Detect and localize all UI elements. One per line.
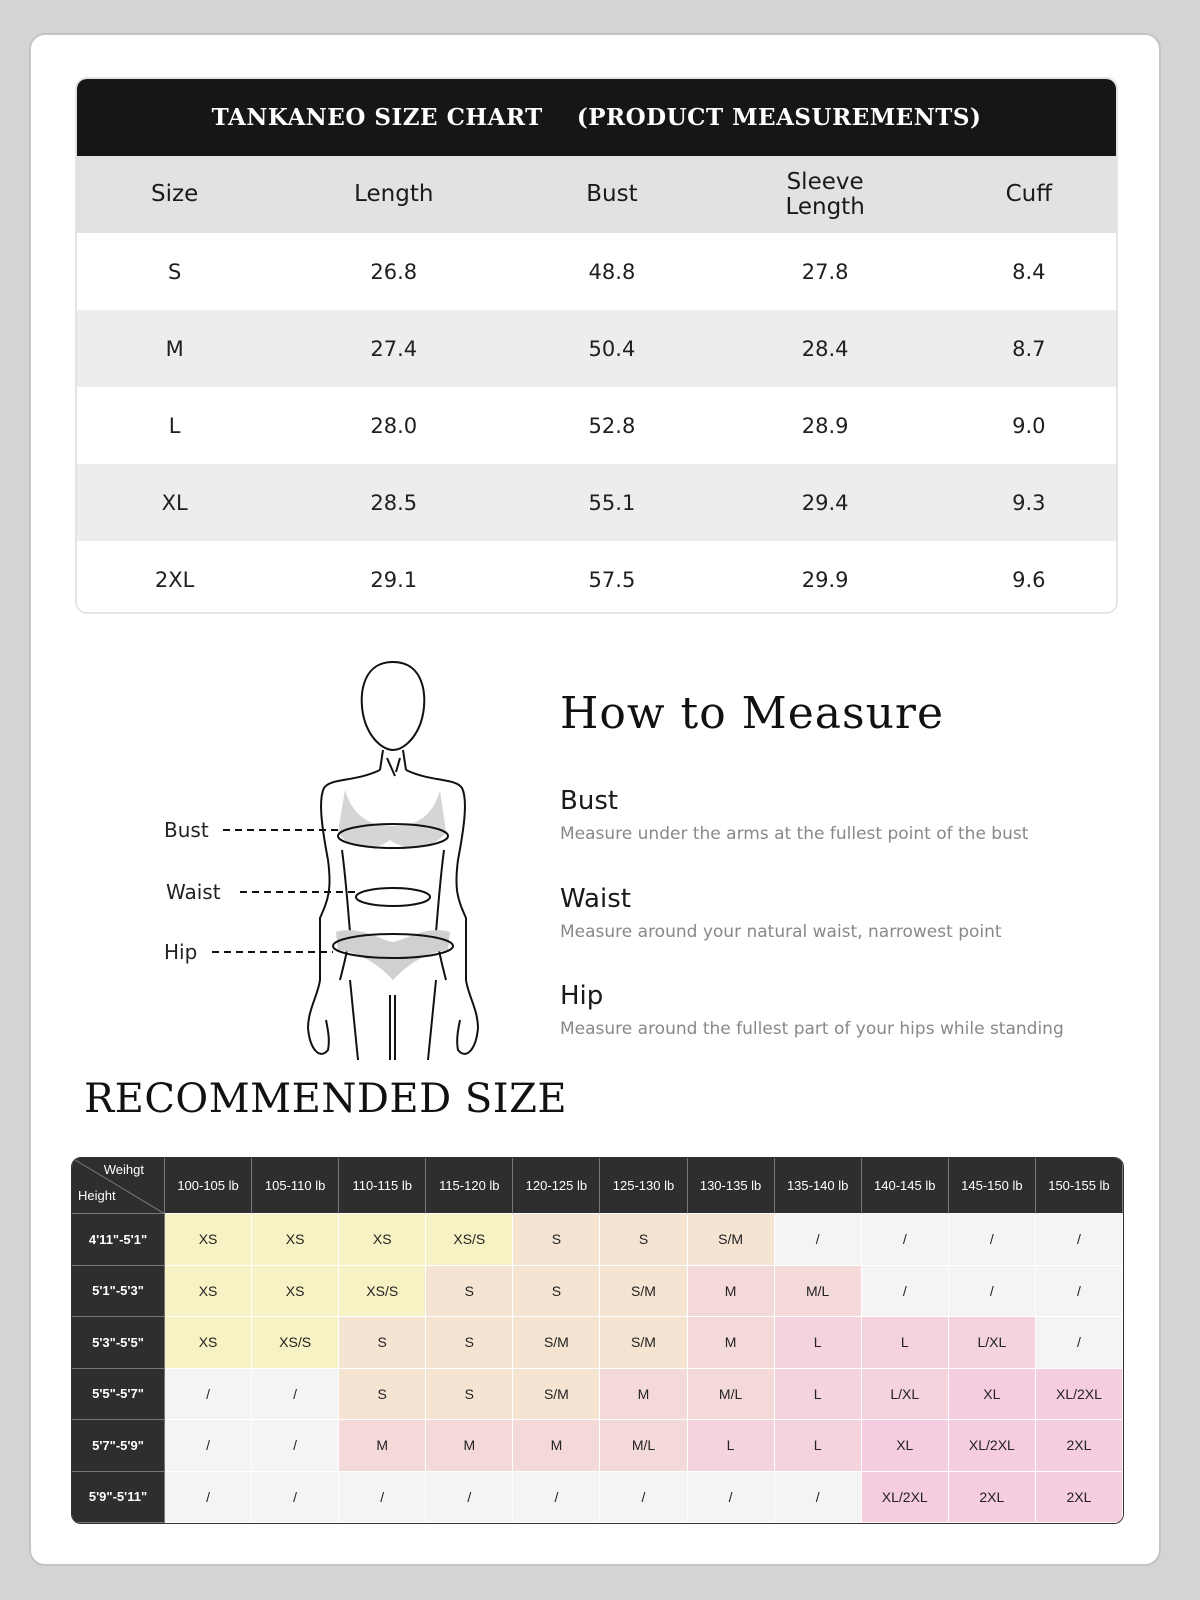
size-cell: /	[688, 1472, 775, 1524]
size-chart-cell: 29.4	[801, 490, 849, 515]
size-cell: S	[339, 1369, 426, 1421]
size-cell: M	[600, 1369, 687, 1421]
measure-name: Waist	[560, 884, 631, 914]
size-chart-cell: 29.9	[801, 567, 849, 592]
body-measurement-figure	[150, 650, 500, 1060]
height-header: 5'1"-5'3"	[72, 1266, 165, 1318]
size-cell: XL	[949, 1369, 1036, 1421]
size-cell: /	[862, 1266, 949, 1318]
corner-weight-label: Weihgt	[103, 1162, 144, 1177]
size-chart-cell: 28.4	[801, 336, 849, 361]
size-chart-cell: 29.1	[370, 567, 418, 592]
size-chart-cell: 26.8	[370, 259, 418, 284]
size-cell: L	[775, 1420, 862, 1472]
size-cell: M	[426, 1420, 513, 1472]
size-cell: /	[862, 1214, 949, 1266]
size-chart-cell: 55.1	[588, 490, 636, 515]
size-cell: M/L	[775, 1266, 862, 1318]
recommended-size-title: RECOMMENDED SIZE	[84, 1076, 568, 1122]
size-cell: XS/S	[339, 1266, 426, 1318]
size-cell: /	[1036, 1317, 1123, 1369]
size-cell: /	[775, 1214, 862, 1266]
weight-header: 120-125 lb	[513, 1158, 600, 1214]
header-size: Size	[151, 181, 199, 207]
size-chart-row	[77, 310, 1116, 387]
measure-name: Hip	[560, 981, 604, 1011]
height-header: 5'9"-5'11"	[72, 1472, 165, 1524]
header-sleeve-length: Sleeve Length	[785, 168, 865, 220]
size-chart-row	[77, 541, 1116, 614]
size-cell: L	[688, 1420, 775, 1472]
size-cell: /	[165, 1420, 252, 1472]
weight-header: 145-150 lb	[949, 1158, 1036, 1214]
table-corner	[72, 1158, 165, 1214]
size-cell: M	[688, 1266, 775, 1318]
weight-header: 115-120 lb	[426, 1158, 513, 1214]
size-cell: XS/S	[252, 1317, 339, 1369]
size-cell: S	[600, 1214, 687, 1266]
measure-description: Measure around the fullest part of your hips while standing	[560, 1019, 1064, 1039]
size-cell: M/L	[600, 1420, 687, 1472]
size-chart-cell: 9.6	[1012, 567, 1046, 592]
size-cell: XS	[165, 1214, 252, 1266]
size-chart-cell: 27.4	[370, 336, 418, 361]
weight-header: 150-155 lb	[1036, 1158, 1123, 1214]
size-cell: /	[600, 1472, 687, 1524]
size-cell: /	[949, 1266, 1036, 1318]
height-header: 5'7"-5'9"	[72, 1420, 165, 1472]
size-chart-cell: 52.8	[588, 413, 636, 438]
size-cell: /	[513, 1472, 600, 1524]
size-chart-cell: 2XL	[154, 567, 195, 592]
size-cell: L/XL	[862, 1369, 949, 1421]
size-cell: L/XL	[949, 1317, 1036, 1369]
size-chart-cell: 28.0	[370, 413, 418, 438]
size-cell: S	[513, 1266, 600, 1318]
size-cell: L	[862, 1317, 949, 1369]
size-cell: /	[252, 1369, 339, 1421]
figure-label-bust: Bust	[164, 818, 209, 842]
recommended-size-table	[71, 1157, 1124, 1524]
size-cell: S	[426, 1266, 513, 1318]
size-cell: 2XL	[949, 1472, 1036, 1524]
figure-label-waist: Waist	[166, 880, 221, 904]
measure-item-bust	[560, 786, 1028, 844]
size-cell: M/L	[688, 1369, 775, 1421]
header-bust: Bust	[586, 181, 638, 207]
size-chart-cell: 28.5	[370, 490, 418, 515]
size-chart-cell: 28.9	[801, 413, 849, 438]
mannequin-illustration	[150, 650, 500, 1060]
measure-item-hip	[560, 981, 1064, 1039]
size-chart-cell: 8.4	[1012, 259, 1046, 284]
corner-height-label: Height	[78, 1188, 116, 1203]
size-cell: XL/2XL	[862, 1472, 949, 1524]
size-cell: XS	[339, 1214, 426, 1266]
size-cell: M	[339, 1420, 426, 1472]
size-cell: S/M	[513, 1317, 600, 1369]
size-cell: /	[252, 1420, 339, 1472]
size-chart-row	[77, 387, 1116, 464]
size-chart-row	[77, 464, 1116, 541]
weight-header: 125-130 lb	[600, 1158, 687, 1214]
size-chart-cell: 8.7	[1012, 336, 1046, 361]
measure-item-waist	[560, 884, 1002, 942]
size-cell: S/M	[688, 1214, 775, 1266]
size-chart-cell: 9.3	[1012, 490, 1046, 515]
size-chart-title: TANKANEO SIZE CHART (PRODUCT MEASUREMENTS)	[77, 79, 1116, 156]
size-cell: M	[513, 1420, 600, 1472]
size-cell: S/M	[600, 1317, 687, 1369]
size-chart-header-row	[77, 156, 1116, 233]
size-cell: /	[949, 1214, 1036, 1266]
size-cell: XL/2XL	[1036, 1369, 1123, 1421]
size-cell: XS	[252, 1214, 339, 1266]
size-cell: /	[1036, 1214, 1123, 1266]
height-header: 4'11"-5'1"	[72, 1214, 165, 1266]
size-cell: M	[688, 1317, 775, 1369]
size-cell: 2XL	[1036, 1472, 1123, 1524]
weight-header: 135-140 lb	[775, 1158, 862, 1214]
size-chart-table	[75, 77, 1118, 614]
size-cell: 2XL	[1036, 1420, 1123, 1472]
size-cell: S	[426, 1317, 513, 1369]
header-length: Length	[354, 181, 434, 207]
size-cell: S/M	[513, 1369, 600, 1421]
size-cell: /	[165, 1472, 252, 1524]
size-cell: /	[165, 1369, 252, 1421]
size-cell: S	[339, 1317, 426, 1369]
size-cell: XL	[862, 1420, 949, 1472]
size-cell: XS	[165, 1317, 252, 1369]
weight-header: 105-110 lb	[252, 1158, 339, 1214]
measure-description: Measure under the arms at the fullest point of the bust	[560, 824, 1029, 844]
size-chart-cell: S	[167, 259, 182, 284]
size-cell: L	[775, 1317, 862, 1369]
size-cell: XS	[165, 1266, 252, 1318]
size-cell: /	[252, 1472, 339, 1524]
size-cell: XS/S	[426, 1214, 513, 1266]
size-cell: /	[775, 1472, 862, 1524]
how-to-measure-title: How to Measure	[560, 688, 944, 739]
measure-description: Measure around your natural waist, narrowest point	[560, 922, 1002, 942]
weight-header: 100-105 lb	[165, 1158, 252, 1214]
size-cell: /	[339, 1472, 426, 1524]
size-cell: L	[775, 1369, 862, 1421]
weight-header: 130-135 lb	[688, 1158, 775, 1214]
size-chart-row	[77, 233, 1116, 310]
height-header: 5'3"-5'5"	[72, 1317, 165, 1369]
measure-name: Bust	[560, 786, 619, 816]
size-cell: XL/2XL	[949, 1420, 1036, 1472]
size-cell: /	[1036, 1266, 1123, 1318]
size-chart-cell: L	[168, 413, 181, 438]
size-chart-cell: 57.5	[588, 567, 636, 592]
figure-label-hip: Hip	[164, 940, 198, 964]
size-chart-cell: 27.8	[801, 259, 849, 284]
size-chart-cell: 50.4	[588, 336, 636, 361]
height-header: 5'5"-5'7"	[72, 1369, 165, 1421]
size-cell: S	[426, 1369, 513, 1421]
size-chart-cell: 48.8	[588, 259, 636, 284]
header-cuff: Cuff	[1005, 181, 1053, 207]
size-cell: /	[426, 1472, 513, 1524]
weight-header: 140-145 lb	[862, 1158, 949, 1214]
weight-header: 110-115 lb	[339, 1158, 426, 1214]
size-cell: S	[513, 1214, 600, 1266]
size-cell: S/M	[600, 1266, 687, 1318]
size-cell: XS	[252, 1266, 339, 1318]
size-chart-cell: M	[165, 336, 184, 361]
size-chart-cell: 9.0	[1012, 413, 1046, 438]
size-chart-cell: XL	[161, 490, 188, 515]
